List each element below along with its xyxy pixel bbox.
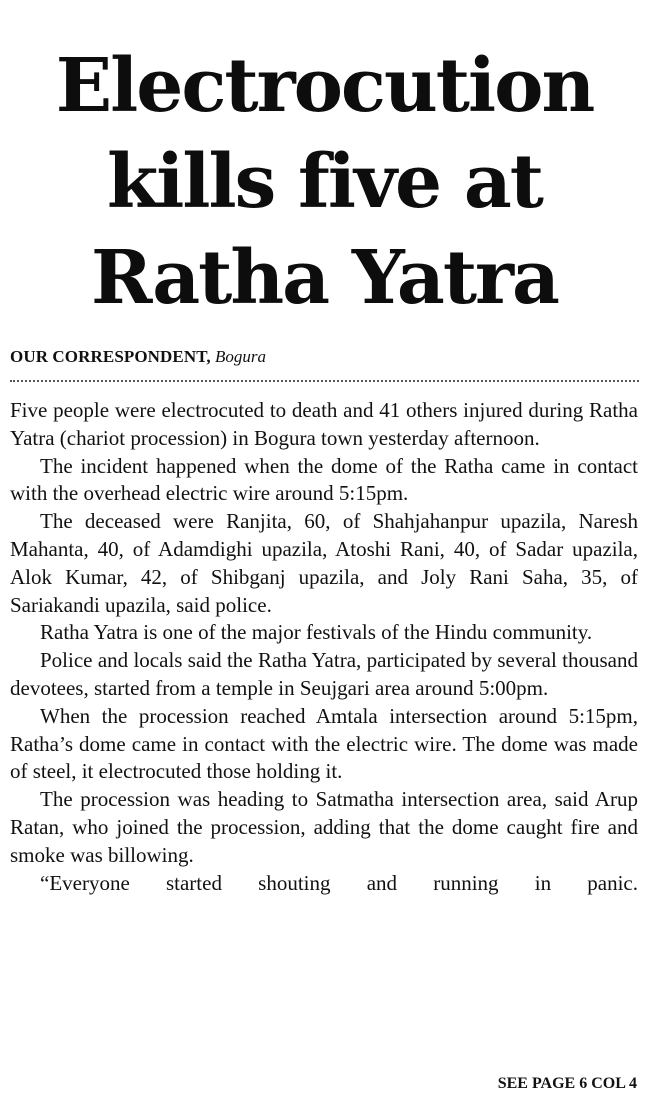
paragraph-3: The deceased were Ranjita, 60, of Shahjahanpur upazila, Naresh Mahanta, 40, of Adamdighi upazila, Atoshi Rani, 40, of Sadar upazila, Alok Kumar, 42, of Shibganj upazila, and Joly Rani Saha, 35, of Sariakandi upazila, said police. [10, 509, 638, 617]
paragraph-5: Police and locals said the Ratha Yatra, participated by several thousand devotees, started from a temple in Seujgari area around 5:00pm. [10, 648, 638, 700]
paragraph-8: “Everyone started shouting and running in panic. [40, 870, 638, 895]
headline [6, 38, 643, 326]
paragraph-2: The incident happened when the dome of the Ratha came in contact with the overhead electric wire around 5:15pm. [10, 453, 638, 506]
byline-author: OUR CORRESPONDENT, [10, 347, 211, 366]
continued-on-page-link: SEE PAGE 6 COL 4 [497, 1075, 637, 1092]
paragraph-1: Five people were electrocuted to death and 41 others injured during Ratha Yatra (chariot procession) in Bogura town yesterday afternoon. [10, 398, 638, 450]
paragraph-7: The procession was heading to Satmatha intersection area, said Arup Ratan, who joined the procession, adding that the dome caught fire and smoke was billowing. [10, 787, 638, 867]
headline-line-1: Electrocution [55, 43, 594, 129]
paragraph-6: When the procession reached Amtala intersection around 5:15pm, Ratha’s dome came in contact with the electric wire. The dome was made of steel, it electrocuted those holding it. [10, 703, 638, 784]
paragraph-4: Ratha Yatra is one of the major festivals of the Hindu community. [40, 620, 593, 645]
byline-location: Bogura [215, 347, 267, 366]
headline-line-3: Ratha Yatra [91, 235, 558, 321]
headline-line-2: kills five at [107, 139, 542, 225]
byline [10, 346, 266, 368]
article-body [10, 397, 638, 897]
dotted-divider [10, 380, 639, 382]
